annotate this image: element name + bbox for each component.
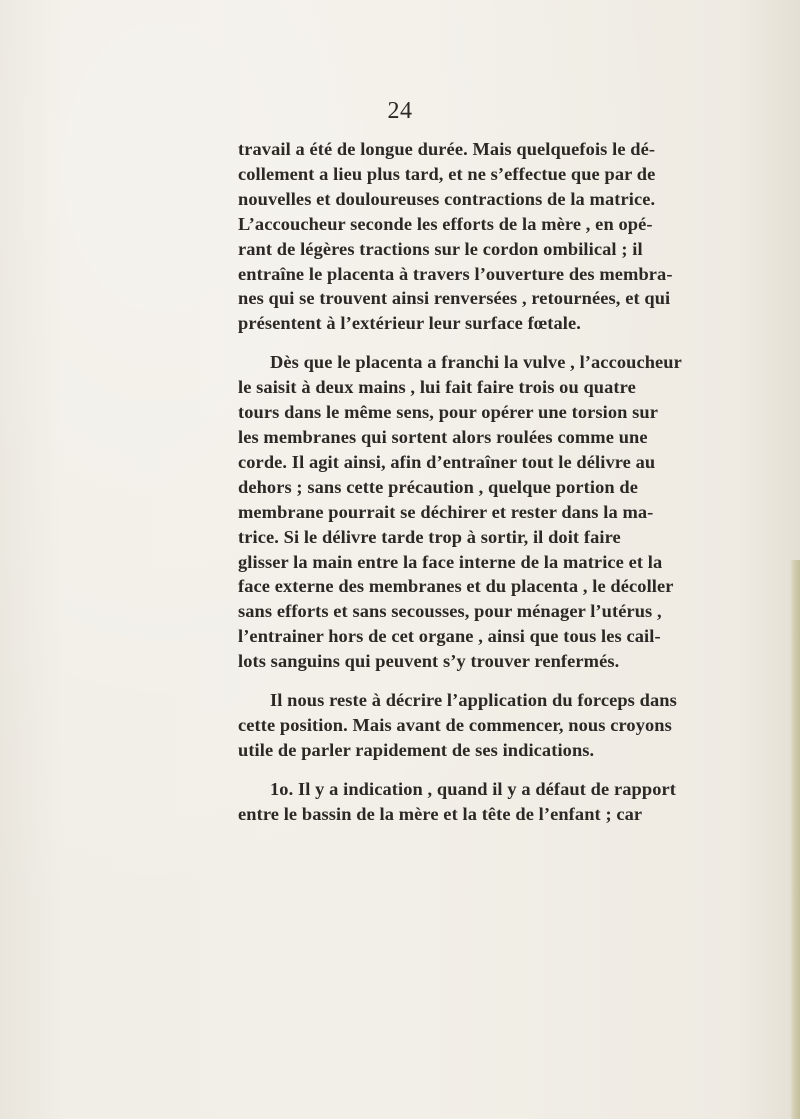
text-line: dehors ; sans cette précaution , quelque portion de — [238, 476, 638, 497]
text-line: corde. Il agit ainsi, afin d’entraîner tout le délivre au — [238, 451, 656, 472]
text-line: entraîne le placenta à travers l’ouverture des membra- — [238, 263, 673, 284]
text-line: 1o. Il y a indication , quand il y a défaut de rapport — [270, 778, 676, 799]
text-line: lots sanguins qui peuvent s’y trouver renfermés. — [238, 651, 620, 672]
paragraph-1 — [238, 137, 673, 336]
text-line: sans efforts et sans secousses, pour ménager l’utérus , — [238, 601, 662, 622]
text-line: membrane pourrait se déchirer et rester dans la ma- — [238, 501, 654, 522]
text-line: L’accoucheur seconde les efforts de la mère , en opé- — [238, 213, 653, 234]
text-line: glisser la main entre la face interne de la matrice et la — [238, 551, 663, 572]
text-line: cette position. Mais avant de commencer, nous croyons — [238, 714, 672, 735]
text-line: travail a été de longue durée. Mais quelquefois le dé- — [238, 139, 656, 159]
text-line: collement a lieu plus tard, et ne s’effectue que par de — [238, 163, 656, 184]
body-text — [238, 137, 682, 841]
text-line: l’entrainer hors de cet organe , ainsi que tous les cail- — [238, 626, 661, 647]
paragraph-2 — [238, 350, 682, 674]
text-line: présentent à l’extérieur leur surface fœtale. — [238, 313, 581, 334]
text-line: le saisit à deux mains , lui fait faire trois ou quatre — [238, 377, 636, 398]
paragraph-3 — [238, 688, 677, 763]
text-line: tours dans le même sens, pour opérer une torsion sur — [238, 402, 659, 423]
text-line: face externe des membranes et du placenta , le décoller — [238, 576, 674, 597]
text-line: Il nous reste à décrire l’application du forceps dans — [270, 690, 677, 711]
text-line: trice. Si le délivre tarde trop à sortir, il doit faire — [238, 526, 621, 547]
text-line: les membranes qui sortent alors roulées comme une — [238, 426, 648, 447]
text-line: utile de parler rapidement de ses indications. — [238, 739, 595, 760]
paragraph-4 — [238, 777, 676, 827]
page-number: 24 — [387, 98, 413, 124]
text-line: entre le bassin de la mère et la tête de l’enfant ; car — [238, 803, 643, 824]
text-line: Dès que le placenta a franchi la vulve , l’accoucheur — [270, 352, 682, 373]
page-edge-shadow — [790, 560, 800, 1119]
text-line: rant de légères tractions sur le cordon ombilical ; il — [238, 238, 643, 259]
text-line: nes qui se trouvent ainsi renversées , retournées, et qui — [238, 288, 671, 309]
text-line: nouvelles et douloureuses contractions de la matrice. — [238, 188, 656, 209]
